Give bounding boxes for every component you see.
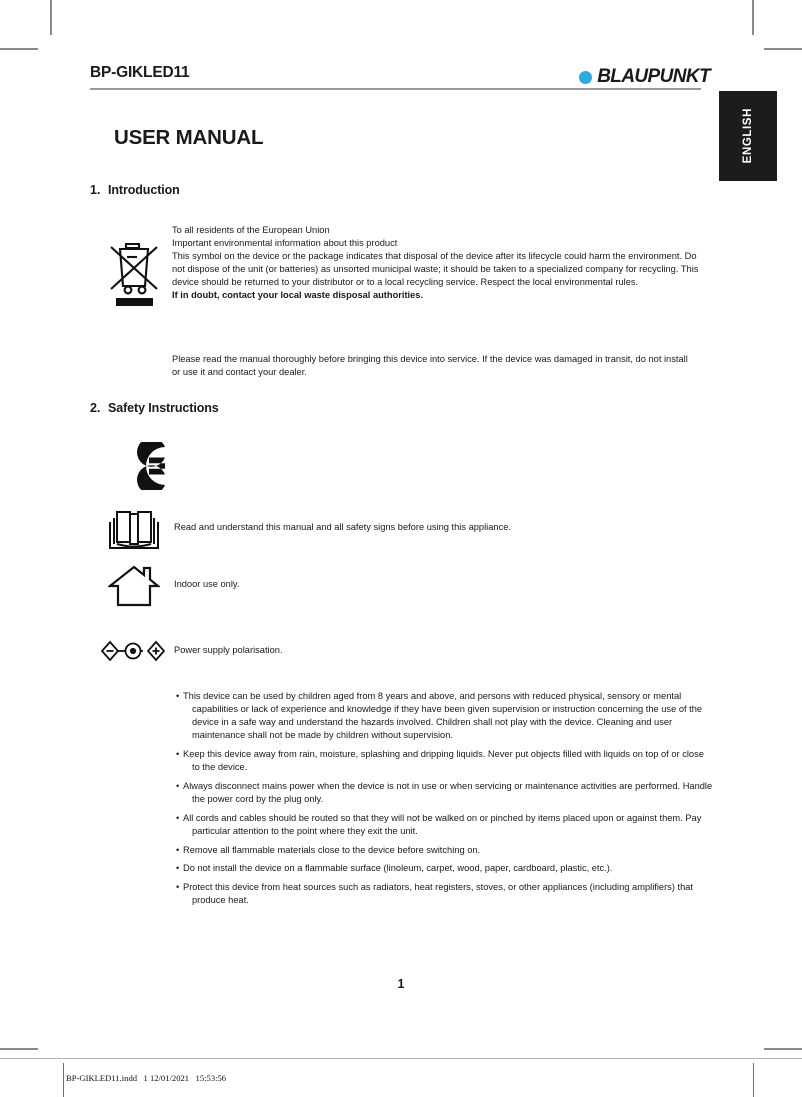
logo-wordmark: BLAUPUNKT	[597, 66, 710, 87]
intro-note: Please read the manual thoroughly before bringing this device into service. If the device was damaged in transit, do not install or use it and contact your dealer.	[172, 354, 688, 378]
bullet-marker: •	[176, 881, 180, 892]
bullet-marker: •	[176, 863, 180, 874]
bullet-marker: •	[176, 691, 180, 701]
logo-dot-icon	[579, 71, 592, 84]
crop-mark-top-left-vertical	[50, 0, 52, 35]
footer-tick-left	[63, 1063, 64, 1097]
open-book-icon	[108, 508, 160, 552]
intro-line-2: Important environmental information about this product	[172, 238, 398, 249]
crop-mark-top-right-vertical	[752, 0, 754, 35]
safety-bullet-item	[176, 844, 714, 857]
intro-body: This symbol on the device or the package indicates that disposal of the device after its lifecycle could harm the environment. Do not dispose of the unit (or batteries) as unsorted municipal waste; it should be taken to a specialized company for recycling. This device should be returned to your distributor or to a local recycling service. Respect the local environmental rules.	[172, 251, 699, 288]
safety-bullet-item	[176, 862, 714, 875]
page-title: USER MANUAL	[114, 126, 264, 149]
intro-line-1: To all residents of the European Union	[172, 225, 330, 235]
crop-mark-top-right-horizontal	[764, 48, 802, 50]
section-heading-introduction	[90, 183, 180, 197]
safety-row-indoor-use	[108, 564, 668, 608]
footer-divider	[0, 1058, 802, 1059]
safety-bullet-text: Always disconnect mains power when the device is not in use or when servicing or maintenance activities are performed. Handle the power cord by the plug only.	[183, 780, 713, 805]
safety-bullet-item	[176, 812, 714, 838]
safety-bullet-text: Protect this device from heat sources such as radiators, heat registers, stoves, or other appliances (including amplifiers) that produce heat.	[183, 881, 694, 906]
safety-bullet-list	[176, 690, 714, 913]
crop-mark-top-left-horizontal	[0, 48, 38, 50]
section-number: 1.	[90, 183, 101, 197]
bullet-marker: •	[176, 844, 180, 855]
safety-bullet-item	[176, 881, 714, 907]
safety-bullet-text: Keep this device away from rain, moisture, splashing and dripping liquids. Never put objects filled with liquids on top of or close to the device.	[183, 749, 704, 773]
safety-bullet-text: Do not install the device on a flammable surface (linoleum, carpet, wood, paper, cardboard, plastic, etc.).	[183, 863, 613, 874]
weee-crossed-bin-icon	[107, 237, 161, 307]
bullet-marker: •	[176, 749, 180, 760]
section-number: 2.	[90, 401, 101, 415]
section-title: Introduction	[108, 183, 180, 197]
safety-bullet-item	[176, 690, 714, 743]
safety-caption-read-manual: Read and understand this manual and all safety signs before using this appliance.	[174, 522, 511, 532]
blaupunkt-logo	[579, 66, 710, 88]
crop-mark-bottom-left-horizontal	[0, 1048, 38, 1050]
safety-bullet-text: All cords and cables should be routed so that they will not be walked on or pinched by items placed upon or against them. Pay particular attention to the point where they exit the unit.	[183, 812, 702, 836]
print-info: BP-GIKLED11.indd 1 12/01/2021 15:53:56	[66, 1073, 227, 1083]
safety-caption-power-polarity: Power supply polarisation.	[174, 645, 283, 655]
safety-row-power-polarity	[100, 640, 660, 666]
document-code: BP-GIKLED11	[90, 64, 190, 81]
safety-bullet-text: Remove all flammable materials close to the device before switching on.	[183, 844, 481, 855]
section-title: Safety Instructions	[108, 401, 219, 415]
safety-bullet-item	[176, 780, 714, 806]
house-indoor-use-icon	[108, 564, 160, 608]
language-tab-english	[719, 91, 777, 181]
header-divider	[90, 88, 701, 90]
safety-bullet-text: This device can be used by children aged from 8 years and above, and persons with reduced physical, sensory or mental capabilities or lack of experience and knowledge if they have been given supervision or instruction concerning the use of the device in a safe way and understand the hazards involved. Children shall not play with the device. Cleaning and user maintenance shall not be made by children without supervision.	[183, 691, 703, 741]
crop-mark-bottom-right-horizontal	[764, 1048, 802, 1050]
safety-row-read-manual	[108, 508, 668, 552]
safety-bullet-item	[176, 748, 714, 774]
ce-mark-icon	[108, 442, 168, 490]
bullet-marker: •	[176, 780, 180, 791]
intro-bold-line: If in doubt, contact your local waste disposal authorities.	[172, 290, 424, 301]
safety-caption-indoor-use: Indoor use only.	[174, 579, 240, 589]
intro-paragraph	[172, 224, 712, 303]
power-polarity-icon	[100, 640, 168, 662]
section-heading-safety-instructions	[90, 401, 219, 415]
footer-tick-right	[753, 1063, 754, 1097]
page-number: 1	[397, 977, 405, 991]
language-tab-label: ENGLISH	[742, 108, 754, 164]
bullet-marker: •	[176, 812, 180, 823]
